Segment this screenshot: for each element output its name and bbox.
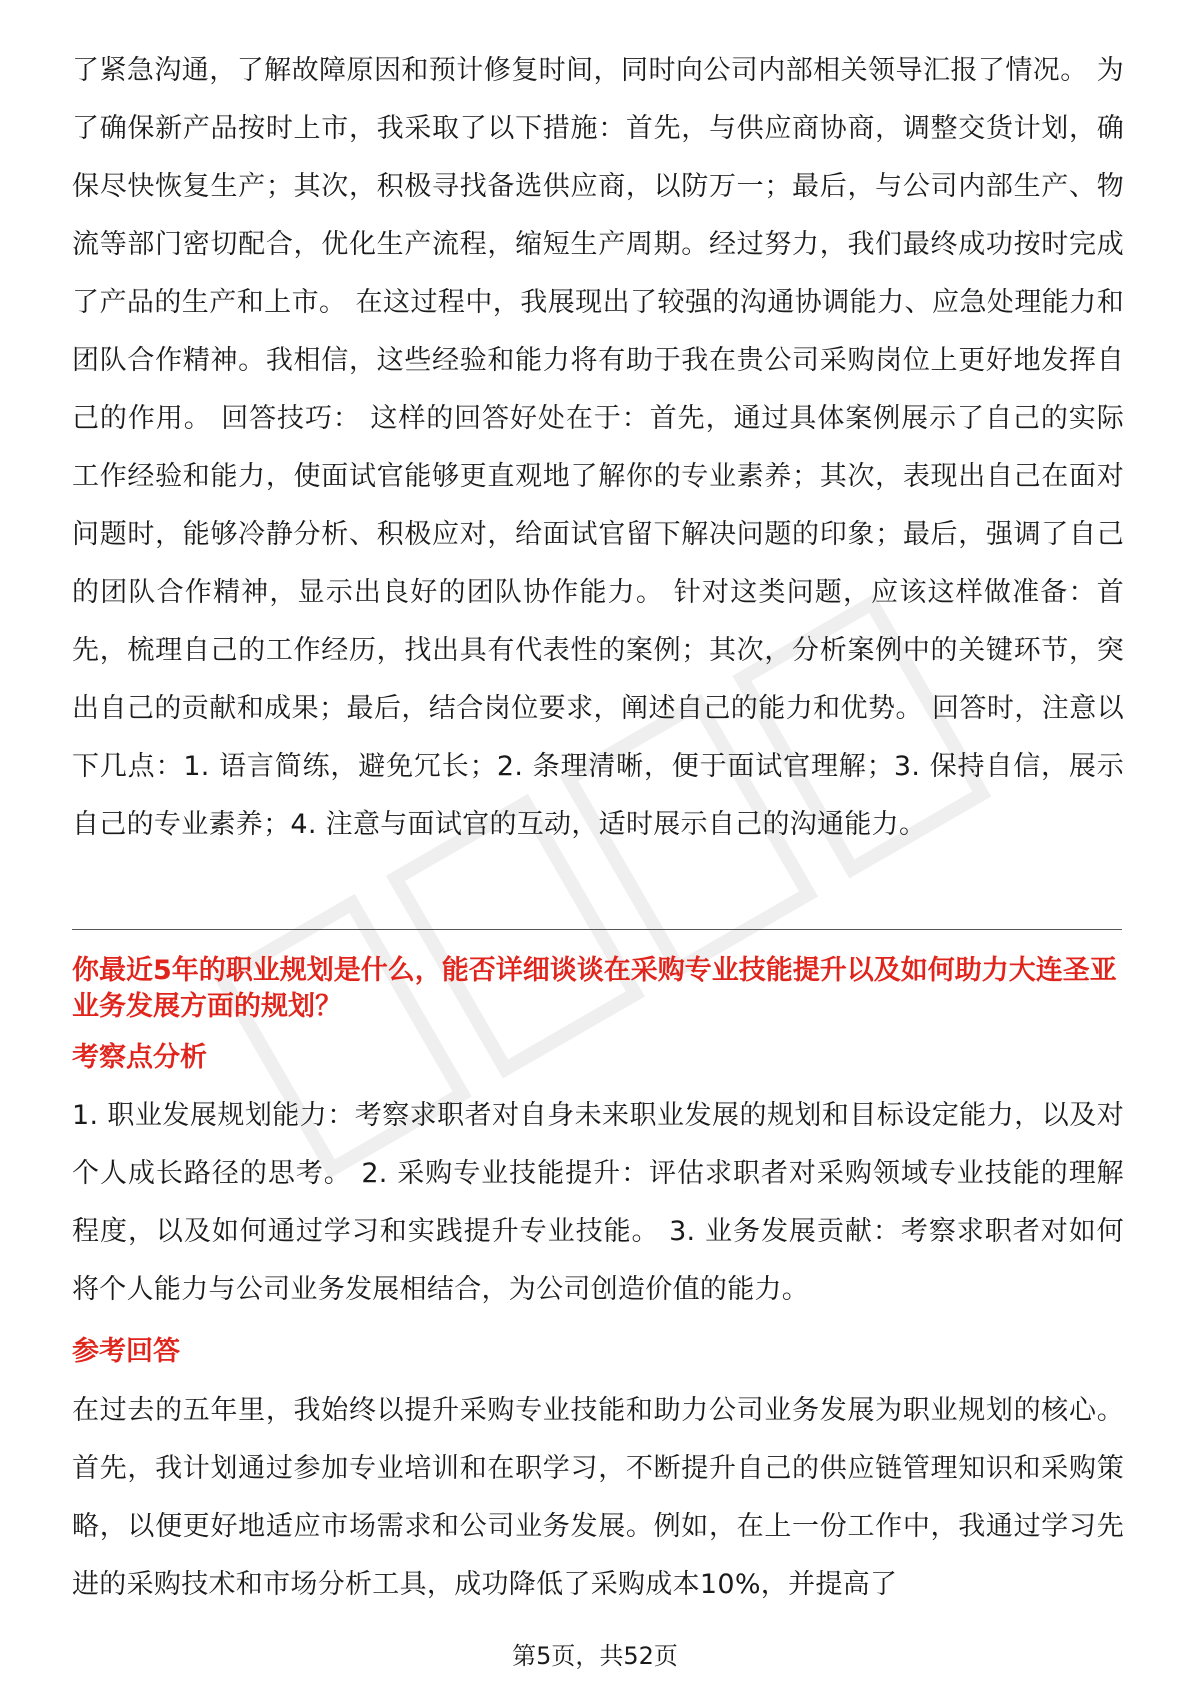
analysis-text: 1. 职业发展规划能力：考察求职者对自身未来职业发展的规划和目标设定能力，以及对个人成长路径的思考。 2. 采购专业技能提升：评估求职者对采购领域专业技能的理解程度，以及如何通过学习和实践提升专业技能。 3. 业务发展贡献：考察求职者对如何将个人能力与公司业务发展相结合，为公司创造价值的能力。 xyxy=(72,1100,1124,1305)
answer-section xyxy=(72,1382,1124,1614)
section-divider xyxy=(72,929,1122,930)
analysis-heading: 考察点分析 xyxy=(72,1042,207,1073)
answer-text: 在过去的五年里，我始终以提升采购专业技能和助力公司业务发展为职业规划的核心。首先，我计划通过参加专业培训和在职学习，不断提升自己的供应链管理知识和采购策略，以便更好地适应市场需求和公司业务发展。例如，在上一份工作中，我通过学习先进的采购技术和市场分析工具，成功降低了采购成本10%，并提高了 xyxy=(72,1395,1124,1600)
analysis-section xyxy=(72,1087,1124,1319)
continued-answer xyxy=(72,42,1124,854)
answer-heading: 参考回答 xyxy=(72,1336,180,1367)
continued-answer-text: 了紧急沟通，了解故障原因和预计修复时间，同时向公司内部相关领导汇报了情况。 为了确保新产品按时上市，我采取了以下措施：首先，与供应商协商，调整交货计划，确保尽快恢复生产；其次，积极寻找备选供应商，以防万一；最后，与公司内部生产、物流等部门密切配合，优化生产流程，缩短生产周期。经过努力，我们最终成功按时完成了产品的生产和上市。 在这过程中，我展现出了较强的沟通协调能力、应急处理能力和团队合作精神。我相信，这些经验和能力将有助于我在贵公司采购岗位上更好地发挥自己的作用。 回答技巧： 这样的回答好处在于：首先，通过具体案例展示了自己的实际工作经验和能力，使面试官能够更直观地了解你的专业素养；其次，表现出自己在面对问题时，能够冷静分析、积极应对，给面试官留下解决问题的印象；最后，强调了自己的团队合作精神，显示出良好的团队协作能力。 针对这类问题，应该这样做准备：首先，梳理自己的工作经历，找出具有代表性的案例；其次，分析案例中的关键环节，突出自己的贡献和成果；最后，结合岗位要求，阐述自己的能力和优势。 回答时，注意以下几点：1. 语言简练，避免冗长；2. 条理清晰，便于面试官理解；3. 保持自信，展示自己的专业素养；4. 注意与面试官的互动，适时展示自己的沟通能力。 xyxy=(72,55,1124,840)
interview-question: 你最近5年的职业规划是什么，能否详细谈谈在采购专业技能提升以及如何助力大连圣亚业务发展方面的规划？ xyxy=(72,955,1117,1022)
page-number-footer: 第5页，共52页 xyxy=(512,1642,678,1670)
